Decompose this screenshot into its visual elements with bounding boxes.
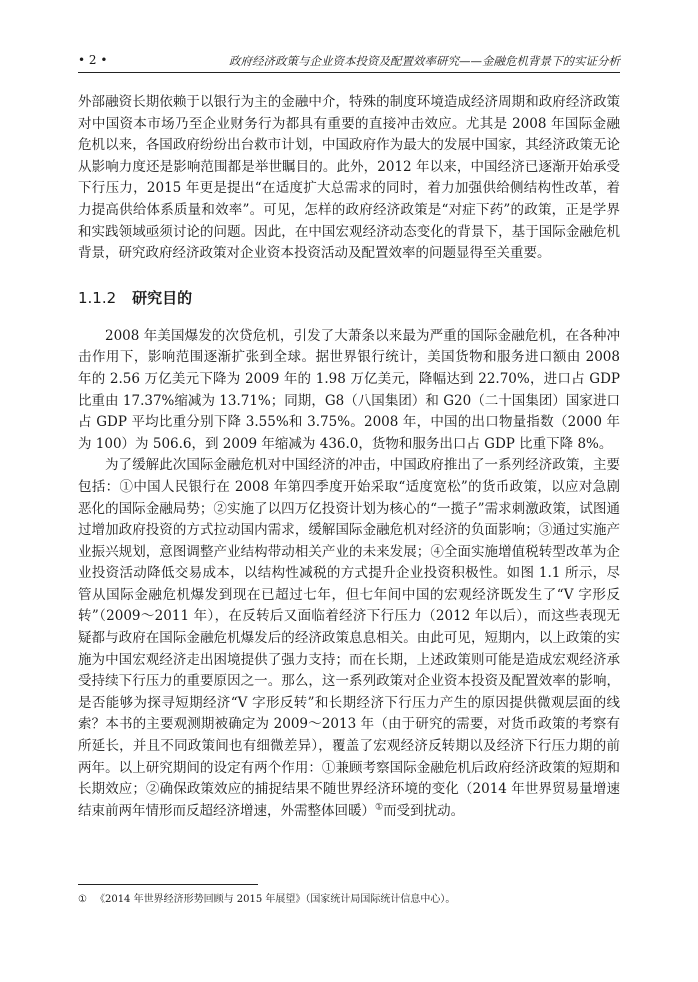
paragraph-2: 2008 年美国爆发的次贷危机，引发了大萧条以来最为严重的国际金融危机，在各种冲击作用下，影响范围逐渐扩张到全球。据世界银行统计，美国货物和服务进口额由 2008 年的 2.56 万亿美元下降为 2009 年的 1.98 万亿美元，降幅达到 22.70%，进口占 GDP 比重由 17.37%缩减为 13.71%；同期，G8（八国集团）和 G20（二十国集团）国家进口占 GDP 平均比重分别下降 3.55%和 3.75%。2008 年，中国的出口物量指数（2000 年为 100）为 506.6，到 2009 年缩减为 436.0，货物和服务出口占 GDP 比重下降 8%。 <box>78 327 620 452</box>
page-number: • 2 • <box>78 53 108 67</box>
section-title: 研究目的 <box>132 288 193 307</box>
section-number: 1.1.2 <box>78 288 117 307</box>
running-title: 政府经济政策与企业资本投资及配置效率研究——金融危机背景下的实证分析 <box>229 54 620 68</box>
footnote-text: 《2014 年世界经济形势回顾与 2015 年展望》（国家统计局国际统计信息中心）。 <box>94 894 456 905</box>
paragraph-3-text: 为了缓解此次国际金融危机对中国经济的冲击，中国政府推出了一系列经济政策，主要包括：①中国人民银行在 2008 年第四季度开始采取“适度宽松”的货币政策，以应对急剧恶化的国际金融局势；②实施了以四万亿投资计划为核心的“一揽子”需求刺激政策，试图通过增加政府投资的方式拉动国内需求，缓解国际金融危机对经济的负面影响；③通过实施产业振兴规划，意图调整产业结构带动相关产业的未来发展；④全面实施增值税转型改革为企业投资活动降低交易成本，以结构性减税的方式提升企业投资积极性。如图 1.1 所示，尽管从国际金融危机爆发到现在已超过七年，但七年间中国的宏观经济既发生了“V 字形反转”（2009～2011 年），在反转后又面临着经济下行压力（2012 年以后），而这些表现无疑都与政府在国际金融危机爆发后的经济政策息息相关。由此可见，短期内，以上政策的实施为中国宏观经济走出困境提供了强力支持；而在长期，上述政策则可能是造成宏观经济承受持续下行压力的重要原因之一。那么，这一系列政策对企业资本投资及配置效率的影响，是否能够为探寻短期经济“V 字形反转”和长期经济下行压力产生的原因提供微观层面的线索？本书的主要观测期被确定为 2009～2013 年（由于研究的需要，对货币政策的考察有所延长，并且不同政策间也有细微差异），覆盖了宏观经济反转期以及经济下行压力期的前两年。以上研究期间的设定有两个作用：①兼顾考察国际金融危机后政府经济政策的短期和长期效应；②确保政策效应的捕捉结果不随世界经济环境的变化（2014 年世界贸易量增速结束前两年情形而反超经济增速，外需整体回暖） <box>78 457 620 819</box>
footnote-mark: ① <box>78 894 87 905</box>
paragraph-3-tail: 而受到扰动。 <box>383 802 465 819</box>
running-header <box>78 52 620 73</box>
footnote-divider <box>78 884 258 885</box>
paragraph-3 <box>78 455 620 822</box>
footnote <box>78 893 620 907</box>
main-text <box>78 92 620 822</box>
footnote-reference[interactable]: ① <box>375 802 384 813</box>
paragraph-1: 外部融资长期依赖于以银行为主的金融中介，特殊的制度环境造成经济周期和政府经济政策对中国资本市场乃至企业财务行为都具有重要的直接冲击效应。尤其是 2008 年国际金融危机以来，各国政府纷纷出台救市计划，中国政府作为最大的发展中国家，其经济政策无论从影响力度还是影响范围都是举世瞩目的。此外，2012 年以来，中国经济已逐渐开始承受下行压力，2015 年更是提出“在适度扩大总需求的同时，着力加强供给侧结构性改革，着力提高供给体系质量和效率”。可见，怎样的政府经济政策是“对症下药”的政策，正是学界和实践领域亟须讨论的问题。因此，在中国宏观经济动态变化的背景下，基于国际金融危机背景，研究政府经济政策对企业资本投资活动及配置效率的问题显得至关重要。 <box>78 94 620 262</box>
section-heading <box>78 287 620 308</box>
